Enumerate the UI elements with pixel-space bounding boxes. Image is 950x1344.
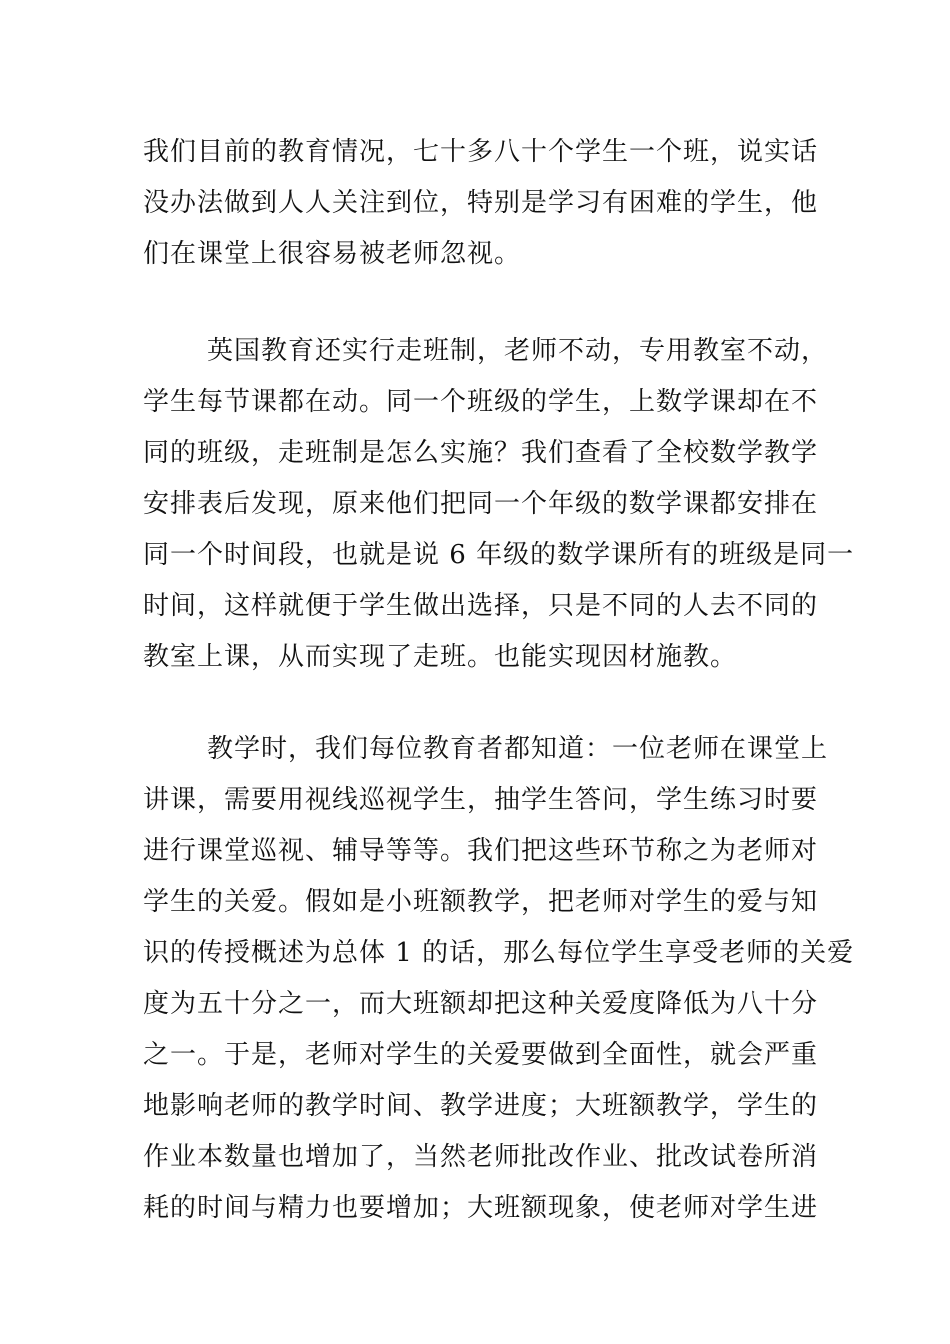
text-line: 没办法做到人人关注到位，特别是学习有困难的学生，他 [143, 188, 819, 218]
paragraph-class-size [143, 127, 819, 280]
text-line: 我们目前的教育情况，七十多八十个学生一个班，说实话 [143, 137, 819, 167]
text-line: 耗的时间与精力也要增加；大班额现象，使老师对学生进 [143, 1193, 819, 1223]
text-line: 识的传授概述为总体 1 的话，那么每位学生享受老师的关爱 [143, 938, 855, 968]
text-line: 时间，这样就便于学生做出选择，只是不同的人去不同的 [143, 591, 819, 621]
text-line: 安排表后发现，原来他们把同一个年级的数学课都安排在 [143, 489, 819, 519]
text-line: 度为五十分之一，而大班额却把这种关爱度降低为八十分 [143, 989, 819, 1019]
text-line: 们在课堂上很容易被老师忽视。 [143, 239, 522, 269]
text-line: 地影响老师的教学时间、教学进度；大班额教学，学生的 [143, 1091, 819, 1121]
text-line-indented: 英国教育还实行走班制，老师不动，专用教室不动， [207, 336, 829, 366]
text-line: 之一。于是，老师对学生的关爱要做到全面性，就会严重 [143, 1040, 819, 1070]
text-line: 作业本数量也增加了，当然老师批改作业、批改试卷所消 [143, 1142, 819, 1172]
text-line: 讲课，需要用视线巡视学生，抽学生答问，学生练习时要 [143, 785, 819, 815]
text-line: 教室上课，从而实现了走班。也能实现因材施教。 [143, 642, 738, 672]
paragraph-class-rotation [143, 326, 855, 683]
text-line: 同的班级，走班制是怎么实施？我们查看了全校数学教学 [143, 438, 819, 468]
text-line: 学生每节课都在动。同一个班级的学生，上数学课却在不 [143, 387, 819, 417]
text-line: 学生的关爱。假如是小班额教学，把老师对学生的爱与知 [143, 887, 819, 917]
paragraph-teacher-care [143, 724, 855, 1234]
text-line: 同一个时间段，也就是说 6 年级的数学课所有的班级是同一 [143, 540, 855, 570]
text-line: 进行课堂巡视、辅导等等。我们把这些环节称之为老师对 [143, 836, 819, 866]
text-line-indented: 教学时，我们每位教育者都知道：一位老师在课堂上 [207, 734, 829, 764]
